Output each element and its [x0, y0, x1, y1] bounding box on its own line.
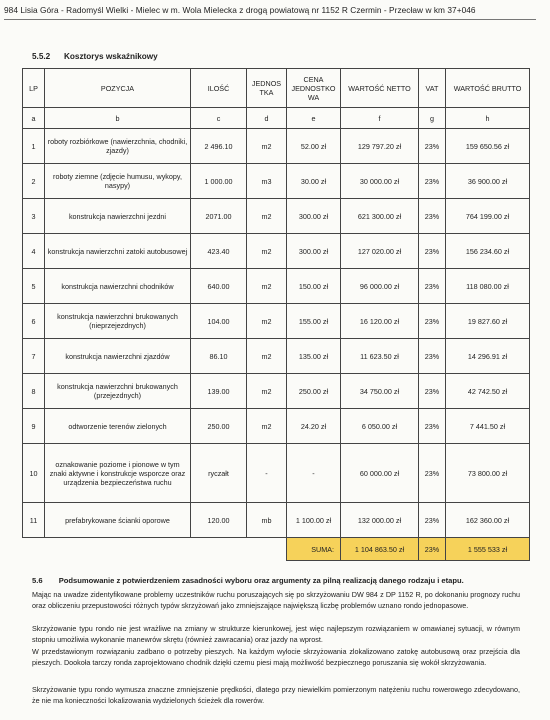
netto-cell: 621 300.00 zł	[341, 199, 419, 234]
pozycja-cell: konstrukcja nawierzchni brukowanych (przejezdnych)	[45, 374, 191, 409]
pozycja-cell: roboty ziemne (zdjęcie humusu, wykopy, nasypy)	[45, 164, 191, 199]
section-number: 5.5.2	[32, 52, 51, 61]
pozycja-cell: konstrukcja nawierzchni brukowanych (nieprzejezdnych)	[45, 304, 191, 339]
ilosc-cell: ryczałt	[191, 444, 247, 503]
cena-cell: 150.00 zł	[287, 269, 341, 304]
netto-cell: 132 000.00 zł	[341, 503, 419, 538]
brutto-cell: 159 650.56 zł	[446, 129, 530, 164]
table-letter-row	[23, 108, 530, 129]
jednostka-cell: m2	[247, 129, 287, 164]
sum-brutto: 1 555 533 zł	[446, 538, 530, 561]
jednostka-cell: mb	[247, 503, 287, 538]
jednostka-cell: -	[247, 444, 287, 503]
vat-cell: 23%	[419, 199, 446, 234]
table-row	[23, 269, 530, 304]
brutto-cell: 118 080.00 zł	[446, 269, 530, 304]
letter-cell: h	[446, 108, 530, 129]
table-row	[23, 374, 530, 409]
cost-estimate-table	[22, 68, 530, 561]
letter-cell: c	[191, 108, 247, 129]
letter-cell: g	[419, 108, 446, 129]
col-header-vat: VAT	[419, 69, 446, 108]
cena-cell: 52.00 zł	[287, 129, 341, 164]
lp-cell: 6	[23, 304, 45, 339]
table-row	[23, 199, 530, 234]
pozycja-cell: konstrukcja nawierzchni chodników	[45, 269, 191, 304]
ilosc-cell: 640.00	[191, 269, 247, 304]
vat-cell: 23%	[419, 129, 446, 164]
cena-cell: 300.00 zł	[287, 234, 341, 269]
lp-cell: 1	[23, 129, 45, 164]
table-row	[23, 304, 530, 339]
brutto-cell: 14 296.91 zł	[446, 339, 530, 374]
brutto-cell: 162 360.00 zł	[446, 503, 530, 538]
ilosc-cell: 423.40	[191, 234, 247, 269]
netto-cell: 60 000.00 zł	[341, 444, 419, 503]
col-header-ilosc: ILOŚĆ	[191, 69, 247, 108]
vat-cell: 23%	[419, 444, 446, 503]
vat-cell: 23%	[419, 164, 446, 199]
jednostka-cell: m2	[247, 339, 287, 374]
netto-cell: 16 120.00 zł	[341, 304, 419, 339]
lp-cell: 11	[23, 503, 45, 538]
ilosc-cell: 104.00	[191, 304, 247, 339]
lp-cell: 5	[23, 269, 45, 304]
ilosc-cell: 2071.00	[191, 199, 247, 234]
vat-cell: 23%	[419, 304, 446, 339]
netto-cell: 6 050.00 zł	[341, 409, 419, 444]
vat-cell: 23%	[419, 234, 446, 269]
cena-cell: 30.00 zł	[287, 164, 341, 199]
col-header-brutto: WARTOŚĆ BRUTTO	[446, 69, 530, 108]
netto-cell: 34 750.00 zł	[341, 374, 419, 409]
ilosc-cell: 2 496.10	[191, 129, 247, 164]
col-header-jednostka: JEDNOS TKA	[247, 69, 287, 108]
letter-cell: b	[45, 108, 191, 129]
jednostka-cell: m2	[247, 304, 287, 339]
lp-cell: 9	[23, 409, 45, 444]
cena-cell: 250.00 zł	[287, 374, 341, 409]
table-sum-row	[23, 538, 530, 561]
jednostka-cell: m2	[247, 269, 287, 304]
letter-cell: e	[287, 108, 341, 129]
ilosc-cell: 139.00	[191, 374, 247, 409]
pozycja-cell: roboty rozbiórkowe (nawierzchnia, chodniki, zjazdy)	[45, 129, 191, 164]
cena-cell: 24.20 zł	[287, 409, 341, 444]
col-header-cena: CENA JEDNOSTKO WA	[287, 69, 341, 108]
jednostka-cell: m3	[247, 164, 287, 199]
paragraph: Skrzyżowanie typu rondo wymusza znaczne zmniejszenie prędkości, dlatego przy niewielkim pomierzonym natężeniu ruchu rowerowego zdecydowano, że nie ma konieczności lokalizowania wydzielonych ścieżek dla rowerów.	[32, 685, 520, 706]
cena-cell: 155.00 zł	[287, 304, 341, 339]
paragraph: Mając na uwadze zidentyfikowane problemy uczestników ruchu poruszających się po skrzyżowaniu DW 984 z DP 1152 R, po dokonaniu prognozy ruchu oraz obliczeniu przepustowości różnych typów skrzyżowań jako zmniejszające największą liczbę problemów uznano rondo jednopasowe.	[32, 590, 520, 611]
lp-cell: 4	[23, 234, 45, 269]
letter-cell: f	[341, 108, 419, 129]
brutto-cell: 156 234.60 zł	[446, 234, 530, 269]
vat-cell: 23%	[419, 339, 446, 374]
paragraph: W przedstawionym rozwiązaniu zadbano o potrzeby pieszych. Na każdym wylocie skrzyżowania zlokalizowano zatokę autobusową oraz przejścia dla pieszych. Dookoła tarczy ronda zaprojektowano chodnik dzięki czemu piesi mają możliwość bezpiecznego poruszania się wokół skrzyżowania.	[32, 647, 520, 668]
ilosc-cell: 250.00	[191, 409, 247, 444]
lp-cell: 2	[23, 164, 45, 199]
ilosc-cell: 1 000.00	[191, 164, 247, 199]
netto-cell: 127 020.00 zł	[341, 234, 419, 269]
brutto-cell: 42 742.50 zł	[446, 374, 530, 409]
netto-cell: 11 623.50 zł	[341, 339, 419, 374]
paragraph: Skrzyżowanie typu rondo nie jest wrażliwe na zmiany w strukturze kierunkowej, jest więc najlepszym rozwiązaniem w omawianej sytuacji, w równym stopniu umożliwia wykonanie manewrów skrętu (również zawracania) oraz jazdy na wprost.	[32, 624, 520, 645]
table-row	[23, 444, 530, 503]
cena-cell: -	[287, 444, 341, 503]
running-header: 984 Lisia Góra - Radomyśl Wielki - Mielec w m. Wola Mielecka z drogą powiatową nr 1152 R Czermin - Przecław w km 37+046	[4, 5, 476, 15]
letter-cell: a	[23, 108, 45, 129]
col-header-netto: WARTOŚĆ NETTO	[341, 69, 419, 108]
section-number: 5.6	[32, 576, 43, 585]
jednostka-cell: m2	[247, 234, 287, 269]
netto-cell: 129 797.20 zł	[341, 129, 419, 164]
jednostka-cell: m2	[247, 409, 287, 444]
table-row	[23, 129, 530, 164]
ilosc-cell: 86.10	[191, 339, 247, 374]
section-heading-5-6	[32, 576, 464, 585]
header-rule	[4, 19, 536, 20]
table-row	[23, 503, 530, 538]
brutto-cell: 764 199.00 zł	[446, 199, 530, 234]
brutto-cell: 73 800.00 zł	[446, 444, 530, 503]
table-header-row	[23, 69, 530, 108]
brutto-cell: 36 900.00 zł	[446, 164, 530, 199]
col-header-lp: LP	[23, 69, 45, 108]
brutto-cell: 7 441.50 zł	[446, 409, 530, 444]
lp-cell: 7	[23, 339, 45, 374]
cena-cell: 1 100.00 zł	[287, 503, 341, 538]
section-title: Podsumowanie z potwierdzeniem zasadności wyboru oraz argumenty za pilną realizacją danego rodzaju i etapu.	[58, 576, 464, 585]
pozycja-cell: odtworzenie terenów zielonych	[45, 409, 191, 444]
table-row	[23, 234, 530, 269]
sum-netto: 1 104 863.50 zł	[341, 538, 419, 561]
vat-cell: 23%	[419, 269, 446, 304]
lp-cell: 3	[23, 199, 45, 234]
table-row	[23, 164, 530, 199]
sum-spacer	[23, 538, 287, 561]
sum-label: SUMA:	[287, 538, 341, 561]
section-title: Kosztorys wskaźnikowy	[64, 52, 158, 61]
table-row	[23, 409, 530, 444]
cena-cell: 300.00 zł	[287, 199, 341, 234]
netto-cell: 96 000.00 zł	[341, 269, 419, 304]
col-header-pozycja: POZYCJA	[45, 69, 191, 108]
vat-cell: 23%	[419, 374, 446, 409]
brutto-cell: 19 827.60 zł	[446, 304, 530, 339]
netto-cell: 30 000.00 zł	[341, 164, 419, 199]
jednostka-cell: m2	[247, 199, 287, 234]
table-row	[23, 339, 530, 374]
pozycja-cell: konstrukcja nawierzchni zjazdów	[45, 339, 191, 374]
lp-cell: 8	[23, 374, 45, 409]
vat-cell: 23%	[419, 409, 446, 444]
lp-cell: 10	[23, 444, 45, 503]
vat-cell: 23%	[419, 503, 446, 538]
letter-cell: d	[247, 108, 287, 129]
cena-cell: 135.00 zł	[287, 339, 341, 374]
sum-vat: 23%	[419, 538, 446, 561]
pozycja-cell: prefabrykowane ścianki oporowe	[45, 503, 191, 538]
ilosc-cell: 120.00	[191, 503, 247, 538]
jednostka-cell: m2	[247, 374, 287, 409]
pozycja-cell: oznakowanie poziome i pionowe w tym znaki aktywne i konstrukcje wsporcze oraz urządzenia bezpieczeństwa ruchu	[45, 444, 191, 503]
pozycja-cell: konstrukcja nawierzchni zatoki autobusowej	[45, 234, 191, 269]
pozycja-cell: konstrukcja nawierzchni jezdni	[45, 199, 191, 234]
